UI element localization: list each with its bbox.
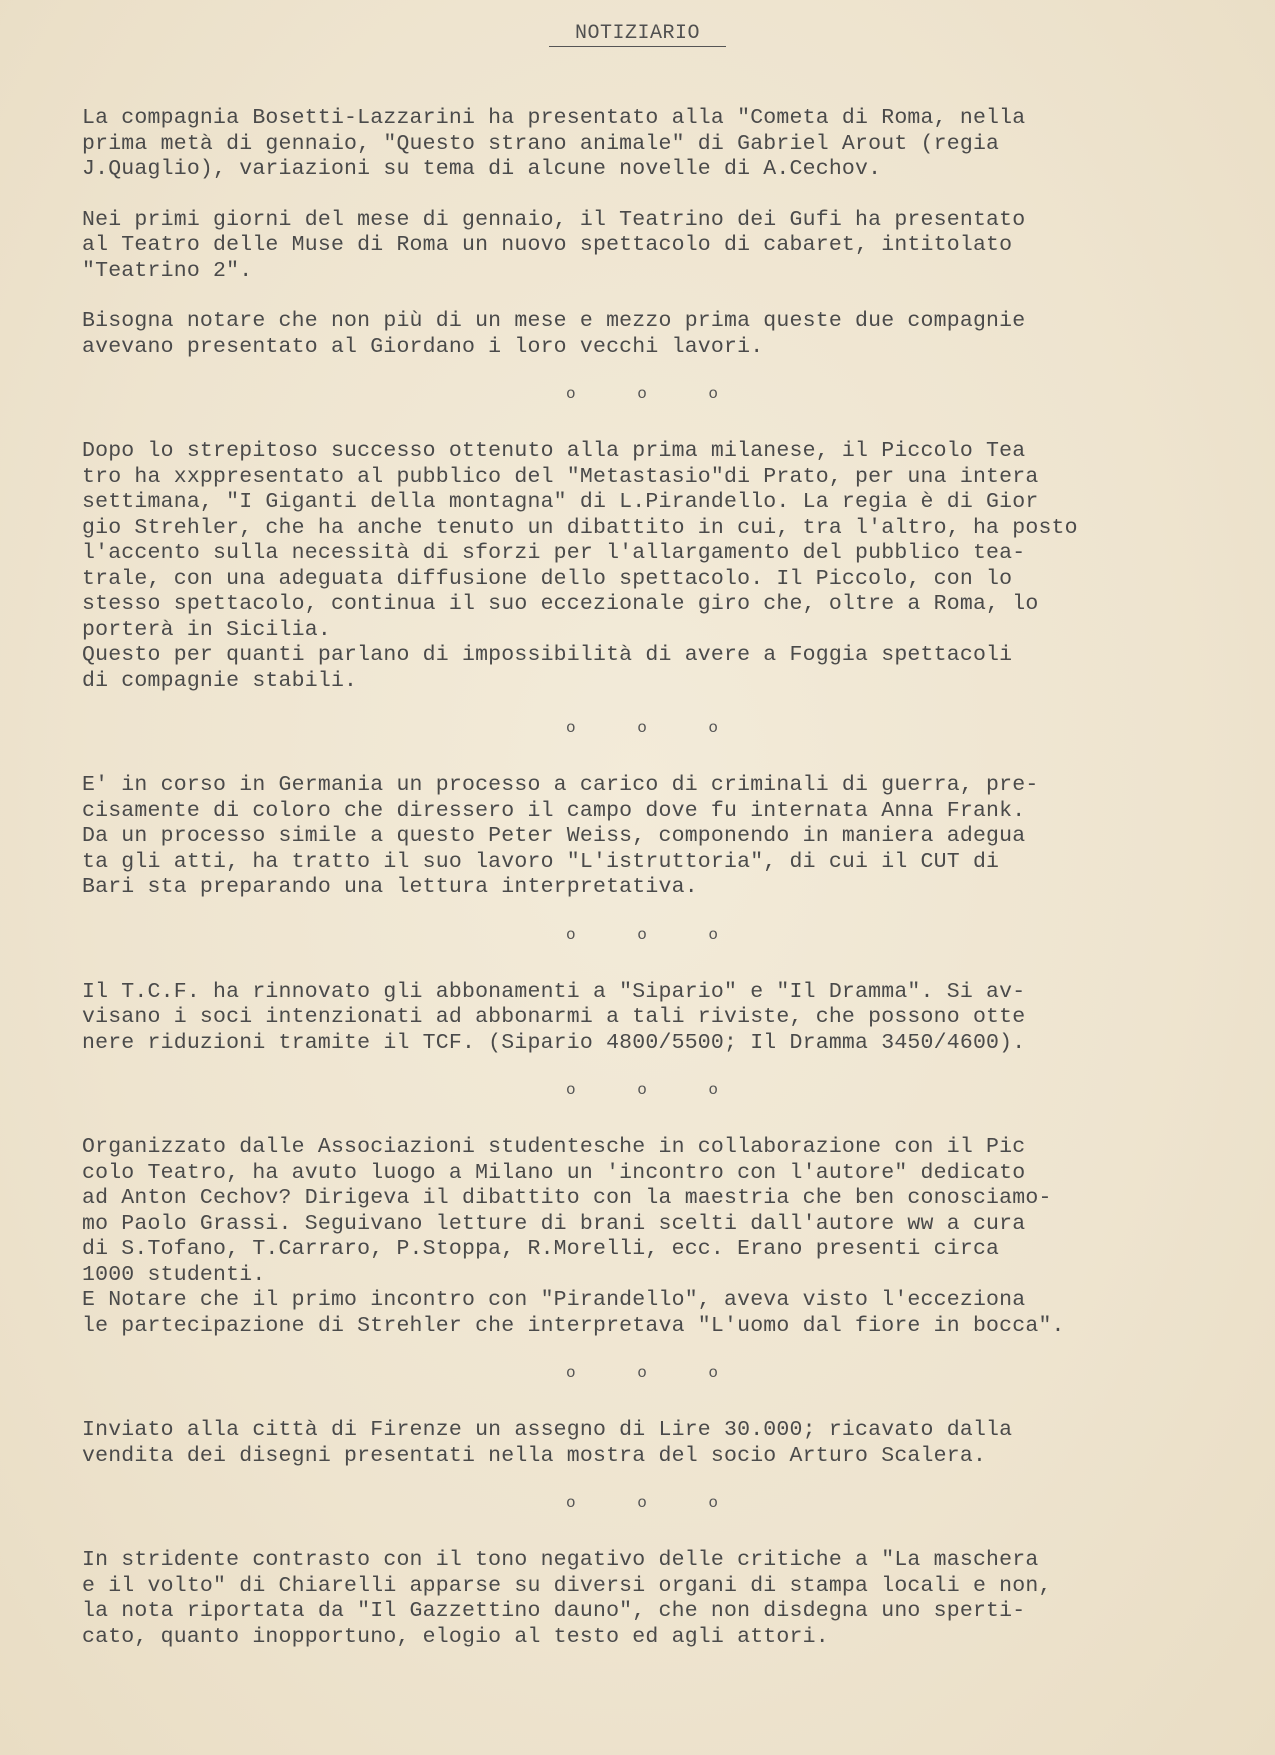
news-item-note-giordano: Bisogna notare che non più di un mese e mezzo prima queste due compagnie avevano presentato al Giordano i loro vecchi lavori. (82, 309, 1026, 359)
page-title-wrapper (0, 22, 1275, 45)
news-item-teatrino-dei-gufi: Nei primi giorni del mese di gennaio, il Teatrino dei Gufi ha presentato al Teatro delle Muse di Roma un nuovo spettacolo di cabaret, intitolato "Teatrino 2". (82, 207, 1026, 283)
section-separator: o o o (566, 1364, 719, 1382)
section-separator: o o o (566, 1494, 719, 1512)
news-item-processo-germania: E' in corso in Germania un processo a carico di criminali di guerra, pre- cisamente di coloro che diressero il campo dove fu internata Anna Frank. Da un processo simile a questo Peter Weiss, componendo in maniera adegua ta gli atti, ha tratto il suo lavoro "L'istruttoria", di cui il CUT di Bari sta preparando una lettura interpretativa. (82, 773, 1039, 899)
news-item-assegno-firenze: Inviato alla città di Firenze un assegno di Lire 30.000; ricavato dalla vendita dei disegni presentati nella mostra del socio Arturo Scalera. (82, 1418, 1013, 1468)
news-item-bosetti-lazzarini: La compagnia Bosetti-Lazzarini ha presentato alla "Cometa di Roma, nella prima metà di gennaio, "Questo strano animale" di Gabriel Arout (regia J.Quaglio), variazioni su tema di alcune novelle di A.Cechov. (82, 106, 1026, 181)
section-separator: o o o (566, 385, 719, 403)
news-item-abbonamenti: Il T.C.F. ha rinnovato gli abbonamenti a "Sipario" e "Il Dramma". Si av- visano i soci intenzionati ad abbonarmi a tali riviste, che possono otte nere riduzioni tramite il TCF. (Sipario 4800/5500; Il Dramma 3450/4600). (82, 979, 1026, 1055)
news-item-incontro-autore: Organizzato dalle Associazioni studentesche in collaborazione con il Pic colo Teatro, ha avuto luogo a Milano un 'incontro con l'autore" dedicato ad Anton Cechov? Dirigeva il dibattito con la maestria che ben conosciamo- mo Paolo Grassi. Seguivano letture di brani scelti dall'autore ww a cura di S.Tofano, T.Carraro, P.Stoppa, R.Morelli, ecc. Erano presenti circa 1000 studenti. E Notare che il primo incontro con "Pirandello", aveva visto l'ecceziona le partecipazione di Strehler che interpretava "L'uomo dal fiore in bocca". (82, 1135, 1065, 1338)
section-separator: o o o (566, 925, 719, 944)
news-item-piccolo-teatro: Dopo lo strepitoso successo ottenuto alla prima milanese, il Piccolo Tea tro ha xxppresentato al pubblico del "Metastasio"di Prato, per una intera settimana, "I Giganti della montagna" di L.Pirandello. La regia è di Gior gio Strehler, che ha anche tenuto un dibattito in cui, tra l'altro, ha posto l'accento sulla necessità di sforzi per l'allargamento del pubblico tea- trale, con una adeguata diffusione dello spettacolo. Il Piccolo, con lo stesso spettacolo, continua il suo eccezionale giro che, oltre a Roma, lo porterà in Sicilia. Questo per quanti parlano di impossibilità di avere a Foggia spettacoli di compagnie stabili. (82, 439, 1078, 693)
page-title: NOTIZIARIO (549, 22, 726, 47)
news-item-maschera-volto: In stridente contrasto con il tono negativo delle critiche a "La maschera e il volto" di Chiarelli apparse su diversi organi di stampa locali e non, la nota riportata da "Il Gazzettino dauno", che non disdegna uno sperti- cato, quanto inopportuno, elogio al testo ed agli attori. (82, 1548, 1052, 1649)
section-separator: o o o (566, 1081, 719, 1099)
document-body (82, 106, 1212, 1650)
section-separator: o o o (566, 719, 719, 737)
